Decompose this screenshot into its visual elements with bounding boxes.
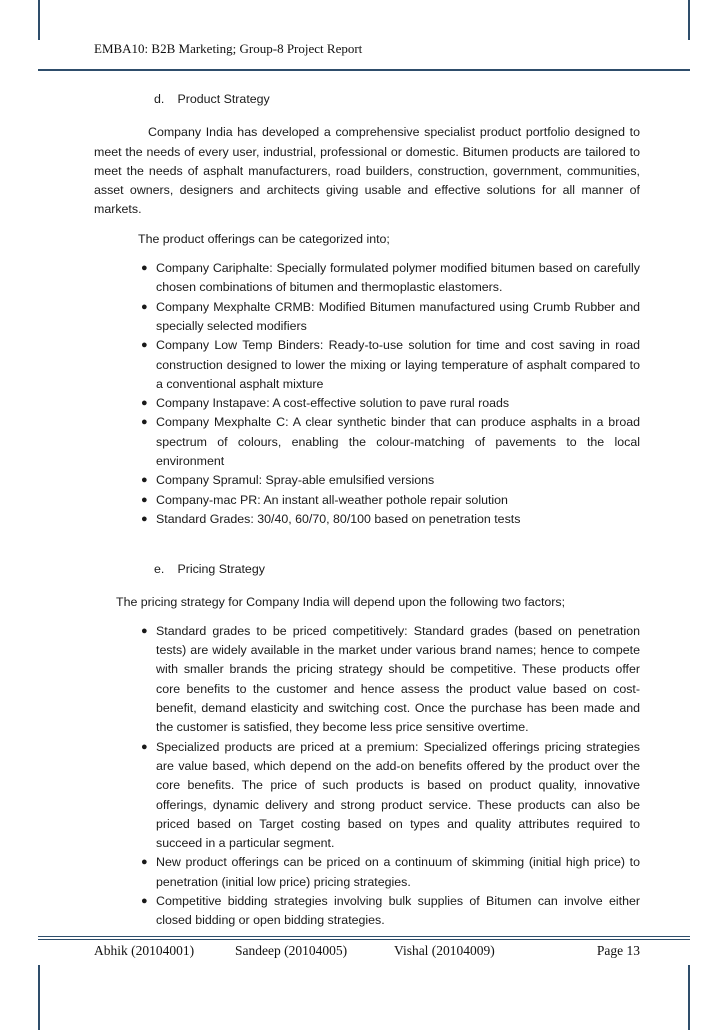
- list-item: ● Company Mexphalte C: A clear synthetic binder that can produce asphalts in a broad spectrum of colours, enabling the colour-matching of pavements to the local environment: [141, 415, 640, 469]
- section-d-heading: [154, 90, 640, 109]
- section-e-letter: e.: [154, 562, 165, 577]
- page-border-right-bottom: [688, 965, 690, 1030]
- pricing-factors-list: [94, 622, 640, 931]
- list-item: ● New product offerings can be priced on a continuum of skimming (initial high price) to penetration (initial low price) pricing strategies.: [141, 855, 640, 889]
- page-body: [94, 86, 640, 931]
- list-item: ● Competitive bidding strategies involving bulk supplies of Bitumen can involve either closed bidding or open bidding strategies.: [141, 893, 640, 928]
- section-e-heading: [154, 560, 640, 579]
- header-rule: [38, 69, 690, 71]
- footer-rule-top: [38, 936, 690, 937]
- footer-author-vishal: Vishal (20104009): [394, 943, 495, 958]
- section-d-intro: The product offerings can be categorized into;: [138, 231, 390, 246]
- list-item: ● Company Mexphalte CRMB: Modified Bitumen manufactured using Crumb Rubber and specially selected modifiers: [141, 299, 640, 333]
- section-d-paragraph: Company India has developed a comprehensive specialist product portfolio designed to meet the needs of every user, industrial, professional or domestic. Bitumen products are tailored to meet the needs of asphalt manufacturers, road builders, construction, government, communities, asset owners, designers and architects giving usable and effective solutions for all manner of markets.: [94, 125, 640, 217]
- section-d-letter: d.: [154, 92, 165, 106]
- footer-author-abhik: Abhik (20104001): [94, 943, 195, 958]
- section-d-title: Product Strategy: [177, 92, 270, 106]
- list-item: ● Company-mac PR: An instant all-weather pothole repair solution: [141, 492, 508, 507]
- list-item: ● Standard Grades: 30/40, 60/70, 80/100 based on penetration tests: [141, 511, 521, 526]
- list-item: ● Standard grades to be priced competitively: Standard grades (based on penetration tests) are widely available in the market under various brand names; hence to compete with smaller brands the pricing strategy should be competitive. These products offer core benefits to the customer and hence assess the product value based on cost-benefit, demand elasticity and switching cost. Once the purchase has been made and the customer is satisfied, they become less price sensitive overtime.: [141, 623, 640, 735]
- running-header: EMBA10: B2B Marketing; Group-8 Project Report: [94, 41, 363, 56]
- page-border-left-top: [38, 0, 40, 40]
- page-footer: [94, 943, 640, 961]
- page-border-right-top: [688, 0, 690, 40]
- section-e-title: Pricing Strategy: [177, 562, 265, 577]
- page-border-left-bottom: [38, 965, 40, 1030]
- footer-author-sandeep: Sandeep (20104005): [235, 943, 348, 958]
- section-e-intro: The pricing strategy for Company India will depend upon the following two factors;: [116, 594, 566, 609]
- list-item: ● Company Spramul: Spray-able emulsified versions: [141, 473, 435, 488]
- footer-rule-bottom: [38, 939, 690, 940]
- list-item: ● Company Low Temp Binders: Ready-to-use solution for time and cost saving in road construction designed to lower the mixing or laying temperature of asphalt compared to a conventional asphalt mixture: [141, 338, 640, 391]
- list-item: ● Company Instapave: A cost-effective solution to pave rural roads: [141, 396, 510, 411]
- product-offerings-list: [94, 259, 640, 529]
- page-number: Page 13: [596, 943, 640, 958]
- list-item: ● Specialized products are priced at a premium: Specialized offerings pricing strategies are value based, which depend on the add-on benefits offered by the product over the core benefits. The price of such products is based on product quality, innovative offerings, dynamic delivery and strong product service. These products can also be priced based on Target costing based on types and quality attributes required to succeed in a particular segment.: [141, 739, 640, 851]
- list-item: ● Company Cariphalte: Specially formulated polymer modified bitumen based on carefully chosen combinations of bitumen and thermoplastic elastomers.: [141, 261, 640, 295]
